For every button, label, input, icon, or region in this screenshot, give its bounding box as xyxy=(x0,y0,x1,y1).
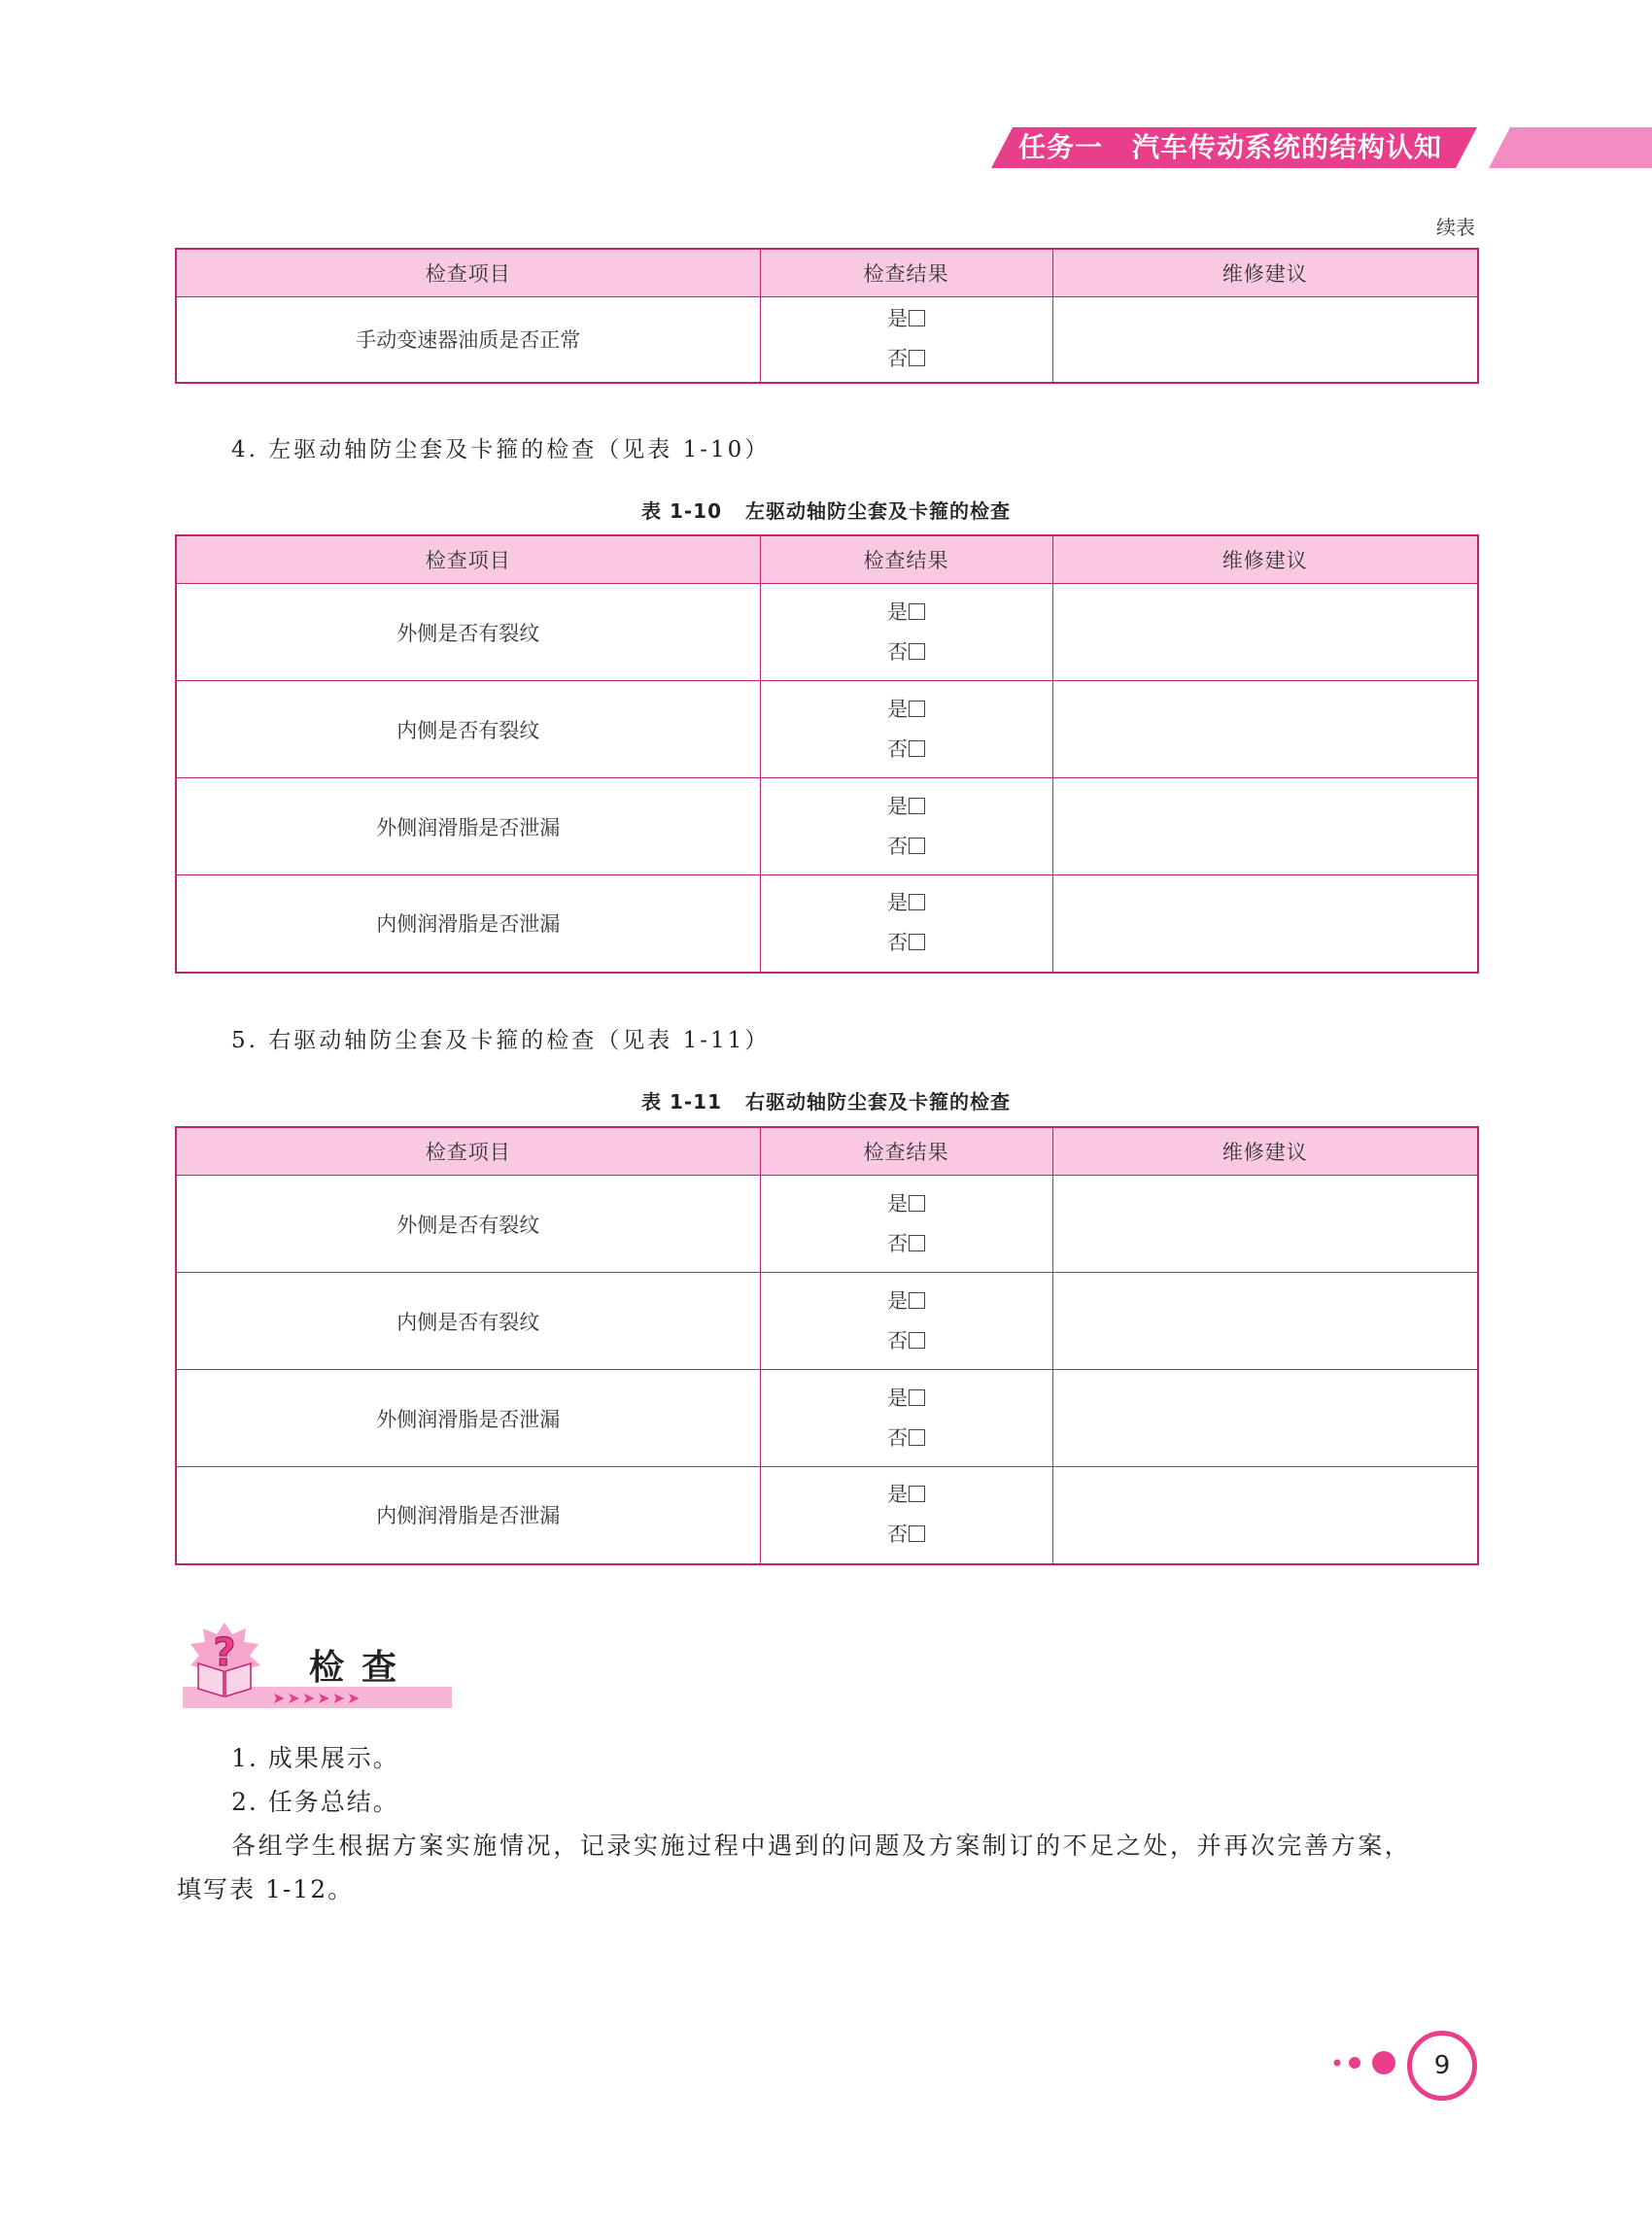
result-no-checkbox[interactable] xyxy=(909,934,925,950)
result-yes-checkbox[interactable] xyxy=(909,603,925,620)
col-header-item: 检查项目 xyxy=(176,1127,760,1176)
result-option-yes-label: 是 xyxy=(887,307,908,331)
col-header-advice: 维修建议 xyxy=(1052,535,1478,584)
check-item-cell: 内侧润滑脂是否泄漏 xyxy=(176,1467,760,1564)
result-option-no xyxy=(761,633,1052,672)
table-row xyxy=(176,584,1478,681)
page-dots-icon xyxy=(1331,2048,1399,2077)
repair-advice-cell[interactable] xyxy=(1052,1370,1478,1467)
result-option-yes-label: 是 xyxy=(887,1386,908,1410)
check-result-cell xyxy=(760,1370,1052,1467)
table-1-11 xyxy=(175,1126,1479,1565)
col-header-item: 检查项目 xyxy=(176,535,760,584)
table-row xyxy=(176,778,1478,875)
check-result-cell xyxy=(760,681,1052,778)
table-row xyxy=(176,875,1478,973)
result-yes-checkbox[interactable] xyxy=(909,310,925,326)
table-1-11-caption-number: 表 1-11 xyxy=(640,1090,722,1113)
result-no-checkbox[interactable] xyxy=(909,838,925,854)
table-row xyxy=(176,297,1478,383)
check-item-cell: 外侧是否有裂纹 xyxy=(176,584,760,681)
result-no-checkbox[interactable] xyxy=(909,1429,925,1446)
result-option-yes xyxy=(761,787,1052,827)
result-yes-checkbox[interactable] xyxy=(909,1195,925,1212)
col-header-item: 检查项目 xyxy=(176,249,760,297)
table-1-10-caption-title: 左驱动轴防尘套及卡箍的检查 xyxy=(745,499,1011,523)
col-header-result: 检查结果 xyxy=(760,1127,1052,1176)
svg-text:?: ? xyxy=(213,1630,236,1675)
check-item-2: 2. 任务总结。 xyxy=(231,1788,399,1816)
result-no-checkbox[interactable] xyxy=(909,1235,925,1251)
check-result-cell xyxy=(760,1176,1052,1273)
repair-advice-cell[interactable] xyxy=(1052,778,1478,875)
header-title xyxy=(1018,127,1442,168)
header-task: 任务一 xyxy=(1018,131,1104,163)
result-option-no-label: 否 xyxy=(887,347,908,371)
table-row xyxy=(176,1467,1478,1564)
table-row xyxy=(176,1176,1478,1273)
check-item-cell: 手动变速器油质是否正常 xyxy=(176,297,760,383)
result-no-checkbox[interactable] xyxy=(909,1525,925,1542)
result-option-no-label: 否 xyxy=(887,1231,908,1255)
col-header-result: 检查结果 xyxy=(760,535,1052,584)
question-book-icon xyxy=(185,1621,264,1700)
result-option-no xyxy=(761,1419,1052,1458)
result-option-no-label: 否 xyxy=(887,834,908,858)
result-yes-checkbox[interactable] xyxy=(909,701,925,717)
table-1-10-caption-number: 表 1-10 xyxy=(640,499,722,523)
result-yes-checkbox[interactable] xyxy=(909,894,925,910)
page-number: 9 xyxy=(1407,2031,1477,2101)
table-row xyxy=(176,1273,1478,1370)
result-option-no xyxy=(761,827,1052,867)
header-band-light xyxy=(1489,127,1652,168)
result-option-yes-label: 是 xyxy=(887,891,908,915)
col-header-advice: 维修建议 xyxy=(1052,1127,1478,1176)
check-item-cell: 内侧是否有裂纹 xyxy=(176,681,760,778)
result-option-yes xyxy=(761,883,1052,923)
result-option-no-label: 否 xyxy=(887,639,908,664)
table-1-10-caption xyxy=(0,496,1652,524)
result-option-no xyxy=(761,1224,1052,1264)
result-no-checkbox[interactable] xyxy=(909,643,925,660)
result-option-no xyxy=(761,339,1052,379)
table-row xyxy=(176,681,1478,778)
check-result-cell xyxy=(760,778,1052,875)
result-option-no-label: 否 xyxy=(887,931,908,955)
repair-advice-cell[interactable] xyxy=(1052,1467,1478,1564)
check-item-cell: 内侧是否有裂纹 xyxy=(176,1273,760,1370)
result-option-yes-label: 是 xyxy=(887,599,908,624)
result-option-no xyxy=(761,1515,1052,1555)
result-option-no-label: 否 xyxy=(887,1425,908,1450)
result-yes-checkbox[interactable] xyxy=(909,798,925,814)
result-option-no-label: 否 xyxy=(887,1523,908,1547)
repair-advice-cell[interactable] xyxy=(1052,584,1478,681)
result-option-yes-label: 是 xyxy=(887,1288,908,1313)
header-chapter-title: 汽车传动系统的结构认知 xyxy=(1132,131,1443,163)
result-yes-checkbox[interactable] xyxy=(909,1486,925,1502)
result-no-checkbox[interactable] xyxy=(909,1332,925,1349)
result-option-yes xyxy=(761,1184,1052,1224)
repair-advice-cell[interactable] xyxy=(1052,1273,1478,1370)
table-1-10 xyxy=(175,534,1479,974)
continued-table xyxy=(175,248,1479,384)
check-item-1: 1. 成果展示。 xyxy=(231,1744,399,1772)
col-header-result: 检查结果 xyxy=(760,249,1052,297)
result-option-no-label: 否 xyxy=(887,736,908,761)
check-paragraph-line-1: 各组学生根据方案实施情况，记录实施过程中遇到的问题及方案制订的不足之处，并再次完善方案， xyxy=(231,1832,1412,1860)
arrow-strip-icon: ➤➤➤➤➤➤ xyxy=(272,1689,362,1707)
result-option-yes-label: 是 xyxy=(887,794,908,818)
repair-advice-cell[interactable] xyxy=(1052,681,1478,778)
repair-advice-cell[interactable] xyxy=(1052,875,1478,973)
result-option-yes xyxy=(761,690,1052,730)
result-option-no xyxy=(761,923,1052,963)
check-result-cell xyxy=(760,1467,1052,1564)
result-option-yes xyxy=(761,593,1052,633)
result-option-no xyxy=(761,1321,1052,1361)
result-option-yes xyxy=(761,299,1052,339)
result-yes-checkbox[interactable] xyxy=(909,1292,925,1309)
check-result-cell xyxy=(760,1273,1052,1370)
table-row xyxy=(176,1370,1478,1467)
result-option-yes-label: 是 xyxy=(887,1191,908,1216)
check-item-cell: 外侧润滑脂是否泄漏 xyxy=(176,778,760,875)
result-yes-checkbox[interactable] xyxy=(909,1389,925,1406)
check-result-cell xyxy=(760,297,1052,383)
check-result-cell xyxy=(760,875,1052,973)
result-option-no xyxy=(761,730,1052,770)
result-option-yes xyxy=(761,1379,1052,1419)
check-paragraph-line-2: 填写表 1-12。 xyxy=(177,1875,355,1903)
result-option-yes xyxy=(761,1282,1052,1321)
table-1-11-caption-title: 右驱动轴防尘套及卡箍的检查 xyxy=(745,1090,1011,1113)
continued-label: 续表 xyxy=(1436,216,1475,239)
result-option-yes-label: 是 xyxy=(887,1483,908,1507)
result-no-checkbox[interactable] xyxy=(909,350,925,366)
check-section-title: 检查 xyxy=(309,1648,415,1688)
result-option-yes-label: 是 xyxy=(887,697,908,721)
section-4-heading: 4. 左驱动轴防尘套及卡箍的检查（见表 1-10） xyxy=(231,437,771,462)
result-option-no-label: 否 xyxy=(887,1328,908,1353)
check-item-cell: 外侧是否有裂纹 xyxy=(176,1176,760,1273)
col-header-advice: 维修建议 xyxy=(1052,249,1478,297)
check-item-cell: 内侧润滑脂是否泄漏 xyxy=(176,875,760,973)
repair-advice-cell[interactable] xyxy=(1052,297,1478,383)
result-no-checkbox[interactable] xyxy=(909,740,925,757)
repair-advice-cell[interactable] xyxy=(1052,1176,1478,1273)
check-item-cell: 外侧润滑脂是否泄漏 xyxy=(176,1370,760,1467)
check-result-cell xyxy=(760,584,1052,681)
section-5-heading: 5. 右驱动轴防尘套及卡箍的检查（见表 1-11） xyxy=(231,1028,771,1053)
table-1-11-caption xyxy=(0,1086,1652,1114)
result-option-yes xyxy=(761,1475,1052,1515)
